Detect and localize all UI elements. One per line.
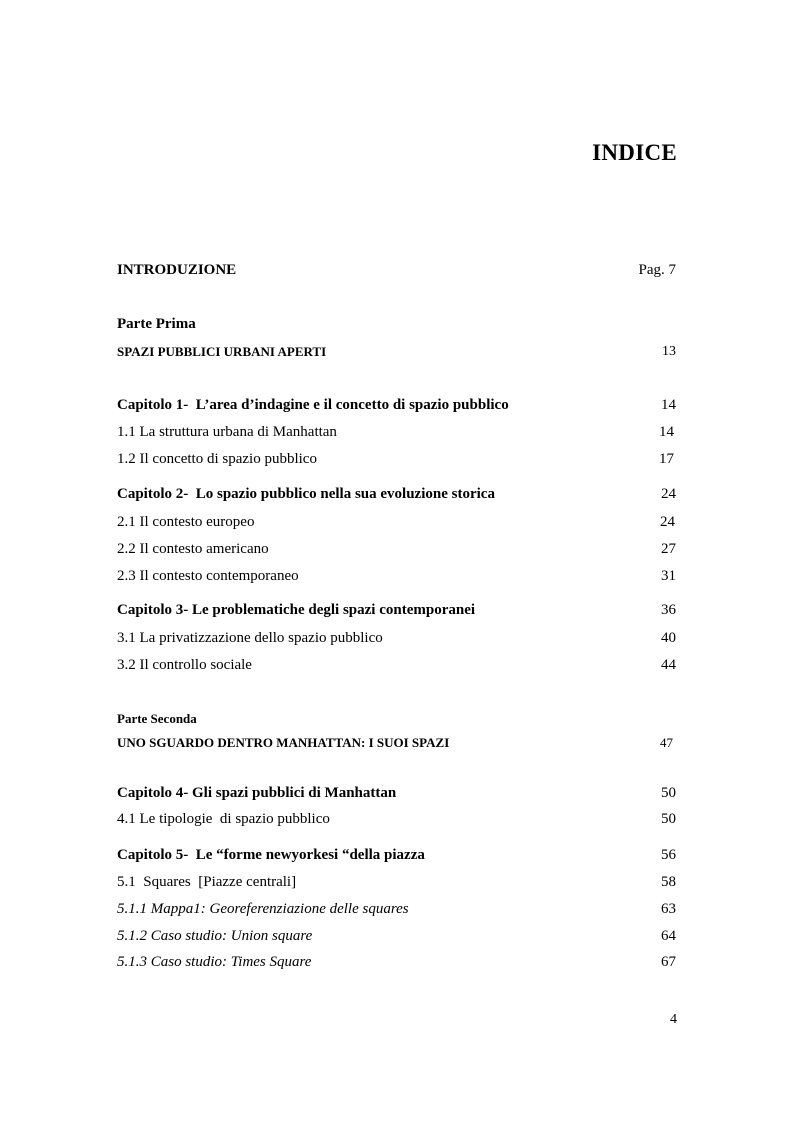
section-2-2-title: 2.2 Il contesto americano	[117, 541, 269, 557]
part-two-title-row	[117, 735, 676, 757]
chapter-5-title: Capitolo 5- Le “forme newyorkesi “della piazza	[117, 847, 425, 863]
page-number: 4	[670, 1012, 677, 1027]
section-2-1-page: 24	[660, 514, 675, 530]
toc-section-4-1	[117, 811, 676, 833]
toc-section-5-1-2	[117, 928, 676, 950]
section-2-3-title: 2.3 Il contesto contemporaneo	[117, 568, 299, 584]
part-one-title-row	[117, 344, 676, 366]
toc-section-1-1	[117, 424, 676, 446]
chapter-1-page: 14	[661, 397, 676, 413]
toc-section-2-1	[117, 514, 676, 536]
toc-chapter-3	[117, 602, 676, 624]
section-5-1-1-page: 63	[661, 901, 676, 917]
toc-chapter-1	[117, 397, 676, 419]
chapter-4-page: 50	[661, 785, 676, 801]
section-2-1-title: 2.1 Il contesto europeo	[117, 514, 255, 530]
page-title: INDICE	[592, 140, 677, 165]
part-one-heading	[117, 316, 676, 338]
section-5-1-3-page: 67	[661, 954, 676, 970]
section-2-2-page: 27	[661, 541, 676, 557]
chapter-5-page: 56	[661, 847, 676, 863]
chapter-3-page: 36	[661, 602, 676, 618]
section-1-2-page: 17	[659, 451, 674, 467]
toc-chapter-4	[117, 785, 676, 807]
section-3-1-page: 40	[661, 630, 676, 646]
section-3-2-title: 3.2 Il controllo sociale	[117, 657, 252, 673]
toc-section-5-1-1	[117, 901, 676, 923]
section-4-1-title: 4.1 Le tipologie di spazio pubblico	[117, 811, 330, 827]
toc-section-3-2	[117, 657, 676, 679]
section-5-1-title: 5.1 Squares [Piazze centrali]	[117, 874, 297, 890]
part-two-heading	[117, 711, 676, 733]
toc-chapter-2	[117, 486, 676, 508]
section-1-2-title: 1.2 Il concetto di spazio pubblico	[117, 451, 317, 467]
part-two-page: 47	[660, 735, 673, 750]
chapter-2-title: Capitolo 2- Lo spazio pubblico nella sua evoluzione storica	[117, 486, 495, 502]
section-5-1-page: 58	[661, 874, 676, 890]
toc-section-5-1	[117, 874, 676, 896]
chapter-2-page: 24	[661, 486, 676, 502]
chapter-4-title: Capitolo 4- Gli spazi pubblici di Manhattan	[117, 785, 397, 801]
part-one-heading-label: Parte Prima	[117, 316, 196, 332]
section-2-3-page: 31	[661, 568, 676, 584]
section-5-1-3-title: 5.1.3 Caso studio: Times Square	[117, 954, 312, 970]
section-3-2-page: 44	[661, 657, 676, 673]
section-4-1-page: 50	[661, 811, 676, 827]
toc-section-2-3	[117, 568, 676, 590]
part-one-title: SPAZI PUBBLICI URBANI APERTI	[117, 344, 327, 359]
toc-section-5-1-3	[117, 954, 676, 976]
section-5-1-2-page: 64	[661, 928, 676, 944]
toc-intro-page: Pag. 7	[638, 262, 676, 278]
part-one-page: 13	[662, 344, 676, 359]
toc-intro-label: INTRODUZIONE	[117, 262, 237, 278]
chapter-3-title: Capitolo 3- Le problematiche degli spazi contemporanei	[117, 602, 476, 618]
section-1-1-title: 1.1 La struttura urbana di Manhattan	[117, 424, 337, 440]
section-3-1-title: 3.1 La privatizzazione dello spazio pubblico	[117, 630, 383, 646]
toc-chapter-5	[117, 847, 676, 869]
section-5-1-2-title: 5.1.2 Caso studio: Union square	[117, 928, 313, 944]
chapter-1-title: Capitolo 1- L’area d’indagine e il concetto di spazio pubblico	[117, 397, 509, 413]
toc-section-3-1	[117, 630, 676, 652]
toc-section-2-2	[117, 541, 676, 563]
section-5-1-1-title: 5.1.1 Mappa1: Georeferenziazione delle squares	[117, 901, 409, 917]
toc-intro	[117, 262, 676, 284]
part-two-heading-label: Parte Seconda	[117, 711, 197, 726]
part-two-title: UNO SGUARDO DENTRO MANHATTAN: I SUOI SPAZI	[117, 735, 450, 750]
section-1-1-page: 14	[659, 424, 674, 440]
toc-section-1-2	[117, 451, 676, 473]
